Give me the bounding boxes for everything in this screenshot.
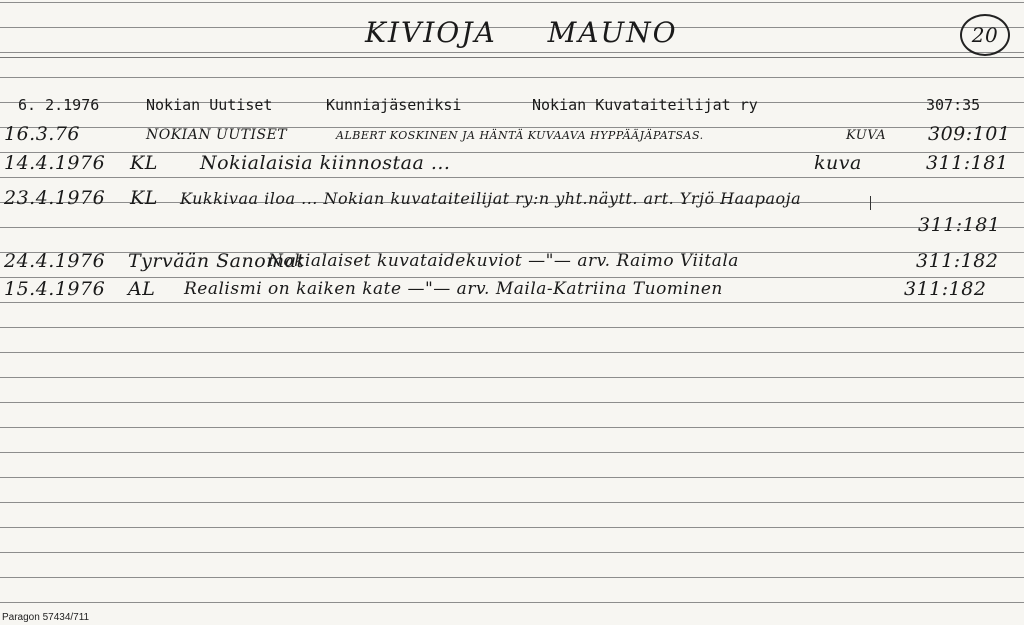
- handwritten-entry-continuation: [0, 214, 1024, 236]
- entry-source: Nokian Uutiset: [146, 96, 273, 114]
- entry-text: Kukkivaa iloa ... Nokian kuvataiteilijat ry:n yht.näytt. art. Yrjö Haapaoja: [180, 189, 802, 208]
- entry-text: Nokialaisia kiinnostaa ...: [200, 152, 451, 174]
- entry-source: KL: [130, 152, 158, 174]
- handwritten-entry-row: [0, 123, 1024, 145]
- entry-reference: 311:182: [916, 250, 999, 272]
- handwritten-entry-row: [0, 278, 1024, 300]
- entry-date: 14.4.1976: [4, 152, 106, 174]
- entry-source: NOKIAN UUTISET: [146, 127, 288, 143]
- firstname: MAUNO: [547, 16, 678, 49]
- entry-reference: 307:35: [926, 96, 981, 114]
- entry-reference: 311:181: [918, 214, 1001, 236]
- entry-source: AL: [128, 278, 156, 300]
- entry-note: KUVA: [846, 128, 887, 143]
- entry-text: Nokialaiset kuvataidekuviot —"— arv. Raimo Viitala: [268, 251, 739, 271]
- entry-reference: 309:101: [928, 123, 1011, 145]
- header-rule: [0, 57, 1024, 58]
- printer-imprint: Paragon 57434/711: [2, 612, 90, 623]
- surname: KIVIOJA: [365, 16, 497, 49]
- typed-entry-row: [0, 96, 1024, 118]
- entry-source: KL: [130, 187, 158, 209]
- entry-date: 15.4.1976: [4, 278, 106, 300]
- card-number-badge: 20: [960, 14, 1010, 56]
- entry-reference: 311:182: [904, 278, 987, 300]
- entry-note: kuva: [814, 152, 862, 174]
- entry-date: 6. 2.1976: [18, 96, 100, 114]
- handwritten-entry-row: [0, 250, 1024, 272]
- entry-date: 23.4.1976: [4, 187, 106, 209]
- entry-source: Tyrvään Sanomat: [128, 250, 305, 272]
- entry-text: ALBERT KOSKINEN JA HÄNTÄ KUVAAVA HYPPÄÄJÄPATSAS.: [336, 129, 704, 142]
- card-title: [365, 16, 718, 49]
- entry-text: Realismi on kaiken kate —"— arv. Maila-Katriina Tuominen: [184, 279, 723, 299]
- entry-date: 24.4.1976: [4, 250, 106, 272]
- entry-reference: 311:181: [926, 152, 1009, 174]
- entry-date: 16.3.76: [4, 123, 81, 145]
- entry-title: Kunniajäseniksi: [326, 96, 462, 114]
- entry-organization: Nokian Kuvataiteilijat ry: [532, 96, 758, 114]
- ink-mark: [870, 196, 871, 210]
- handwritten-entry-row: [0, 152, 1024, 174]
